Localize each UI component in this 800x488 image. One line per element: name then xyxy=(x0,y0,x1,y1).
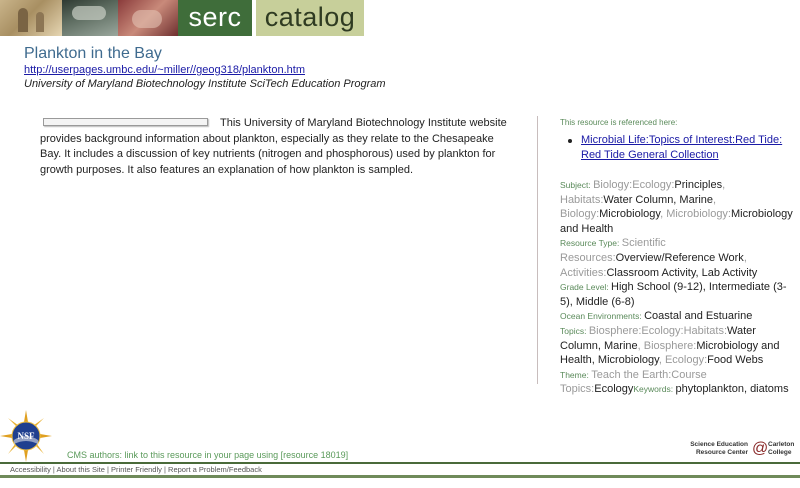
meta-subject-value[interactable]: Water Column, Marine xyxy=(603,193,714,206)
serc-catalog-logo[interactable] xyxy=(178,0,364,36)
meta-resource-type-path[interactable]: Scientific Resources: xyxy=(560,237,666,264)
header-banner[interactable] xyxy=(0,0,368,36)
meta-resource-type-label: Resource Type xyxy=(560,238,618,249)
serc-carleton-logo[interactable] xyxy=(690,440,798,462)
meta-theme-value[interactable]: Ecology xyxy=(594,383,634,396)
meta-ocean-environments-value[interactable]: Coastal and Estuarine xyxy=(644,310,753,323)
references-list xyxy=(568,133,793,163)
meta-keywords-label: Keywords xyxy=(633,384,671,395)
footer-link-printer-friendly[interactable]: Printer Friendly xyxy=(111,465,162,474)
meta-subject: Subject: Biology:Ecology:Principles, Habitats:Water Column, Marine, Biology:Microbiology, Microbiology:Microbiology and Health xyxy=(560,179,793,235)
meta-subject-path[interactable]: , Biology: xyxy=(560,193,717,221)
footer-link-about[interactable]: About this Site xyxy=(56,465,105,474)
meta-resource-type-value[interactable]: Overview/Reference Work xyxy=(615,251,744,264)
list-item xyxy=(568,133,793,163)
nsf-logo-text: NSF xyxy=(17,431,35,441)
meta-topics: Topics: Biosphere:Ecology:Habitats:Water Column, Marine, Biosphere:Microbiology and Health, Microbiology, Ecology:Food Webs xyxy=(560,324,780,367)
meta-grade-level-value[interactable]: High School (9-12), Intermediate (3-5), Middle (6-8) xyxy=(560,281,787,308)
column-divider xyxy=(537,116,538,384)
meta-theme: Theme: Teach the Earth:Course Topics:EcologyKeywords: phytoplankton, diatoms xyxy=(560,368,789,396)
meta-topics-path[interactable]: , Ecology: xyxy=(658,354,708,367)
banner-photo-field xyxy=(62,0,118,36)
metadata-panel xyxy=(560,178,793,397)
meta-theme-label: Theme xyxy=(560,369,587,380)
brand-serc-text: serc xyxy=(178,0,252,36)
meta-ocean-environments-label: Ocean Environments xyxy=(560,311,640,322)
meta-topics-path[interactable]: Biosphere:Ecology:Habitats: xyxy=(588,324,728,337)
resource-organization: University of Maryland Biotechnology Institute SciTech Education Program xyxy=(24,78,386,90)
meta-subject-value[interactable]: Principles xyxy=(674,179,723,191)
nsf-logo[interactable] xyxy=(0,410,52,462)
meta-resource-type-value[interactable]: Classroom Activity, Lab Activity xyxy=(606,266,758,279)
meta-topics-value[interactable]: Water Column, Marine xyxy=(560,324,756,352)
meta-grade-level: Grade Level: High School (9-12), Intermediate (3-5), Middle (6-8) xyxy=(560,281,787,308)
carleton-logo-text: Carleton College xyxy=(768,441,795,456)
banner-photo-people xyxy=(0,0,62,36)
meta-topics-value[interactable]: Food Webs xyxy=(707,354,764,367)
meta-resource-type: Resource Type: Scientific Resources:Overview/Reference Work, Activities:Classroom Activity, Lab Activity xyxy=(560,237,758,279)
footer-bottom-bar xyxy=(0,475,800,478)
meta-grade-level-label: Grade Level xyxy=(560,282,607,293)
page-title: Plankton in the Bay xyxy=(24,45,162,62)
meta-subject-path[interactable]: , Microbiology: xyxy=(660,208,731,221)
cms-authors-note: CMS authors: link to this resource in your page using [resource 18019] xyxy=(67,450,349,460)
meta-ocean-environments: Ocean Environments: Coastal and Estuarine xyxy=(560,310,753,323)
meta-topics-value[interactable]: Microbiology and Health, Microbiology xyxy=(560,339,780,367)
serc-logo-text: Science Education Resource Center xyxy=(690,441,748,456)
references-heading: This resource is referenced here: xyxy=(560,118,678,127)
brand-catalog-text: catalog xyxy=(252,0,364,36)
resource-description: This University of Maryland Biotechnology Institute website provides background information about plankton, especially as they relate to the Chesapeake Bay. It includes a discussion of key nutrients (nitrogen and phosphorous) used by plankton for growth purposes. It also features an explanation of how plankton is sampled. xyxy=(40,117,507,176)
meta-topics-path[interactable]: , Biosphere: xyxy=(637,339,697,352)
meta-theme-path[interactable]: Teach the Earth:Course Topics: xyxy=(560,368,707,396)
footer-links: Accessibility | About this Site | Printer Friendly | Report a Problem/Feedback xyxy=(10,465,262,474)
reference-link-red-tide[interactable]: Microbial Life:Topics of Interest:Red Tide: Red Tide General Collection xyxy=(581,134,783,161)
footer-link-report-problem[interactable]: Report a Problem/Feedback xyxy=(168,465,262,474)
resource-url-link[interactable]: http://userpages.umbc.edu/~miller//geog318/plankton.htm xyxy=(24,64,305,76)
meta-topics-label: Topics xyxy=(560,325,585,336)
at-sign-icon: @ xyxy=(752,440,769,457)
meta-subject-value[interactable]: Microbiology and Health xyxy=(560,208,793,235)
meta-subject-path[interactable]: , Habitats: xyxy=(560,179,726,206)
meta-keywords-value: phytoplankton, diatoms xyxy=(675,383,789,396)
meta-resource-type-path[interactable]: , Activities: xyxy=(560,251,747,279)
meta-subject-path[interactable]: Biology:Ecology: xyxy=(593,179,675,191)
footer-link-accessibility[interactable]: Accessibility xyxy=(10,465,51,474)
footer-divider xyxy=(0,462,800,464)
meta-subject-label: Subject xyxy=(560,180,589,190)
meta-subject-value[interactable]: Microbiology xyxy=(599,208,661,221)
banner-photo-classroom xyxy=(118,0,178,36)
